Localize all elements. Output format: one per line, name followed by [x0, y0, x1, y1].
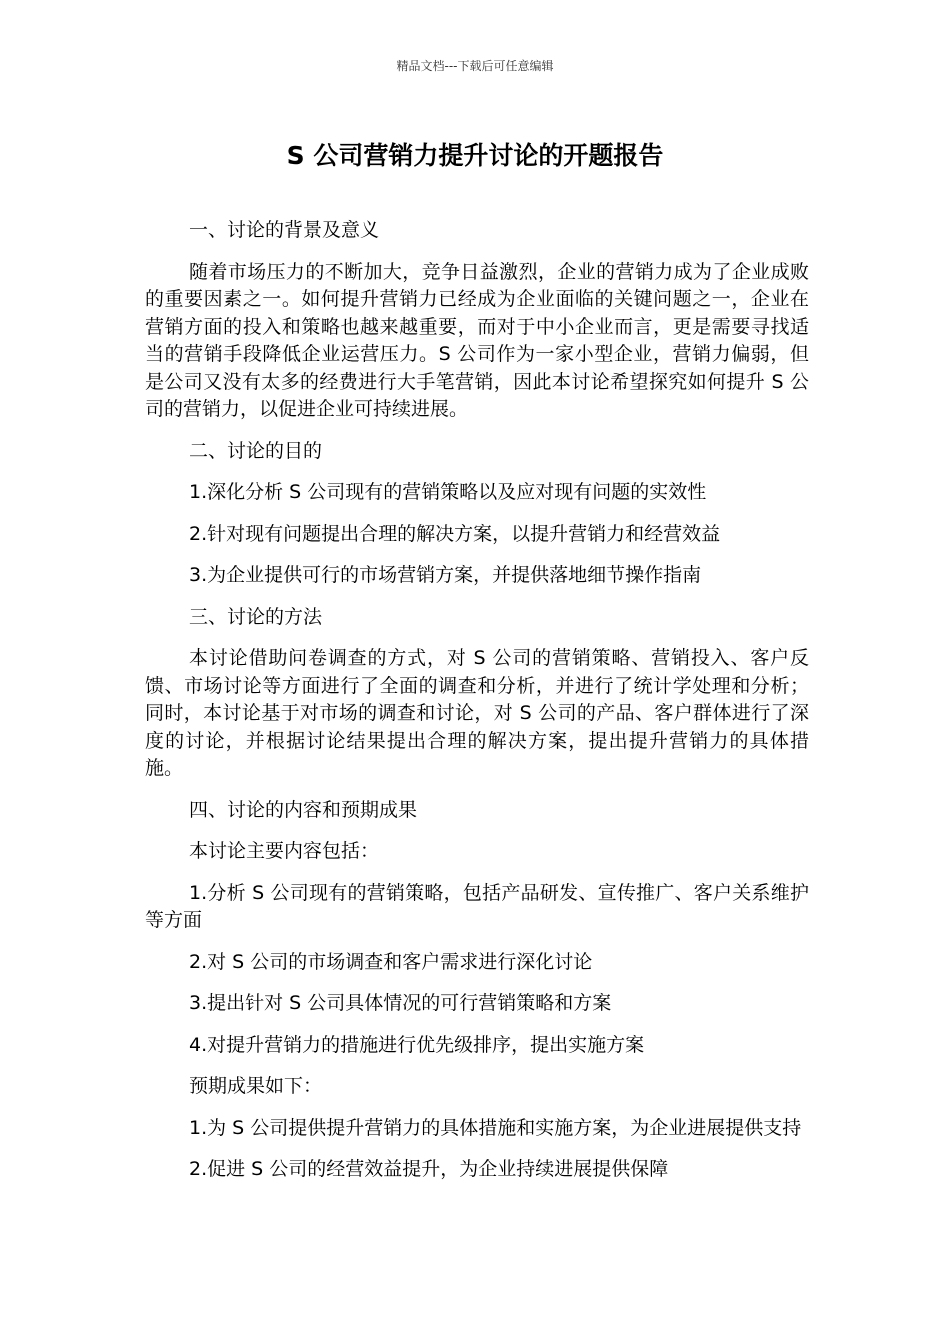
content-item-2: 2.对 S 公司的市场调查和客户需求进行深化讨论: [189, 950, 593, 973]
purpose-item-1: 1.深化分析 S 公司现有的营销策略以及应对现有问题的实效性: [189, 481, 707, 503]
content-item-3: 3.提出针对 S 公司具体情况的可行营销策略和方案: [189, 992, 612, 1014]
content-intro: 本讨论主要内容包括：: [189, 840, 380, 862]
page-header: 精品文档---下载后可任意编辑: [396, 59, 554, 73]
section-heading-method: 三、讨论的方法: [189, 605, 323, 628]
purpose-item-3: 3.为企业提供可行的市场营销方案，并提供落地细节操作指南: [189, 564, 702, 586]
background-paragraph: 随着市场压力的不断加大，竞争日益激烈，企业的营销力成为了企业成败的重要因素之一。如何提升营销力已经成为企业面临的关键问题之一，企业在营销方面的投入和策略也越来越重要，而对于中小企业而言，更是需要寻找适当的营销手段降低企业运营压力。S 公司作为一家小型企业，营销力偏弱，但是公司又没有太多的经费进行大手笔营销，因此本讨论希望探究如何提升 S 公司的营销力，以促进企业可持续进展。: [145, 260, 809, 420]
document-body: [145, 217, 809, 1198]
content-item-1: 1.分析 S 公司现有的营销策略，包括产品研发、宣传推广、客户关系维护等方面: [145, 881, 809, 931]
section-heading-purpose: 二、讨论的目的: [189, 439, 323, 462]
purpose-item-2: 2.针对现有问题提出合理的解决方案，以提升营销力和经营效益: [189, 522, 721, 545]
outcomes-intro: 预期成果如下：: [189, 1075, 323, 1097]
outcome-item-2: 2.促进 S 公司的经营效益提升，为企业持续进展提供保障: [189, 1158, 669, 1180]
section-heading-content: 四、讨论的内容和预期成果: [189, 798, 418, 821]
section-heading-background: 一、讨论的背景及意义: [189, 219, 380, 241]
outcome-item-1: 1.为 S 公司提供提升营销力的具体措施和实施方案，为企业进展提供支持: [189, 1116, 802, 1139]
content-item-4: 4.对提升营销力的措施进行优先级排序，提出实施方案: [189, 1033, 645, 1056]
method-paragraph: 本讨论借助问卷调查的方式，对 S 公司的营销策略、营销投入、客户反馈、市场讨论等方面进行了全面的调查和分析，并进行了统计学处理和分析；同时，本讨论基于对市场的调查和讨论，对 S 公司的产品、客户群体进行了深度的讨论，并根据讨论结果提出合理的解决方案，提出提升营销力的具体措施。: [145, 647, 809, 779]
document-title: S 公司营销力提升讨论的开题报告: [286, 141, 664, 170]
